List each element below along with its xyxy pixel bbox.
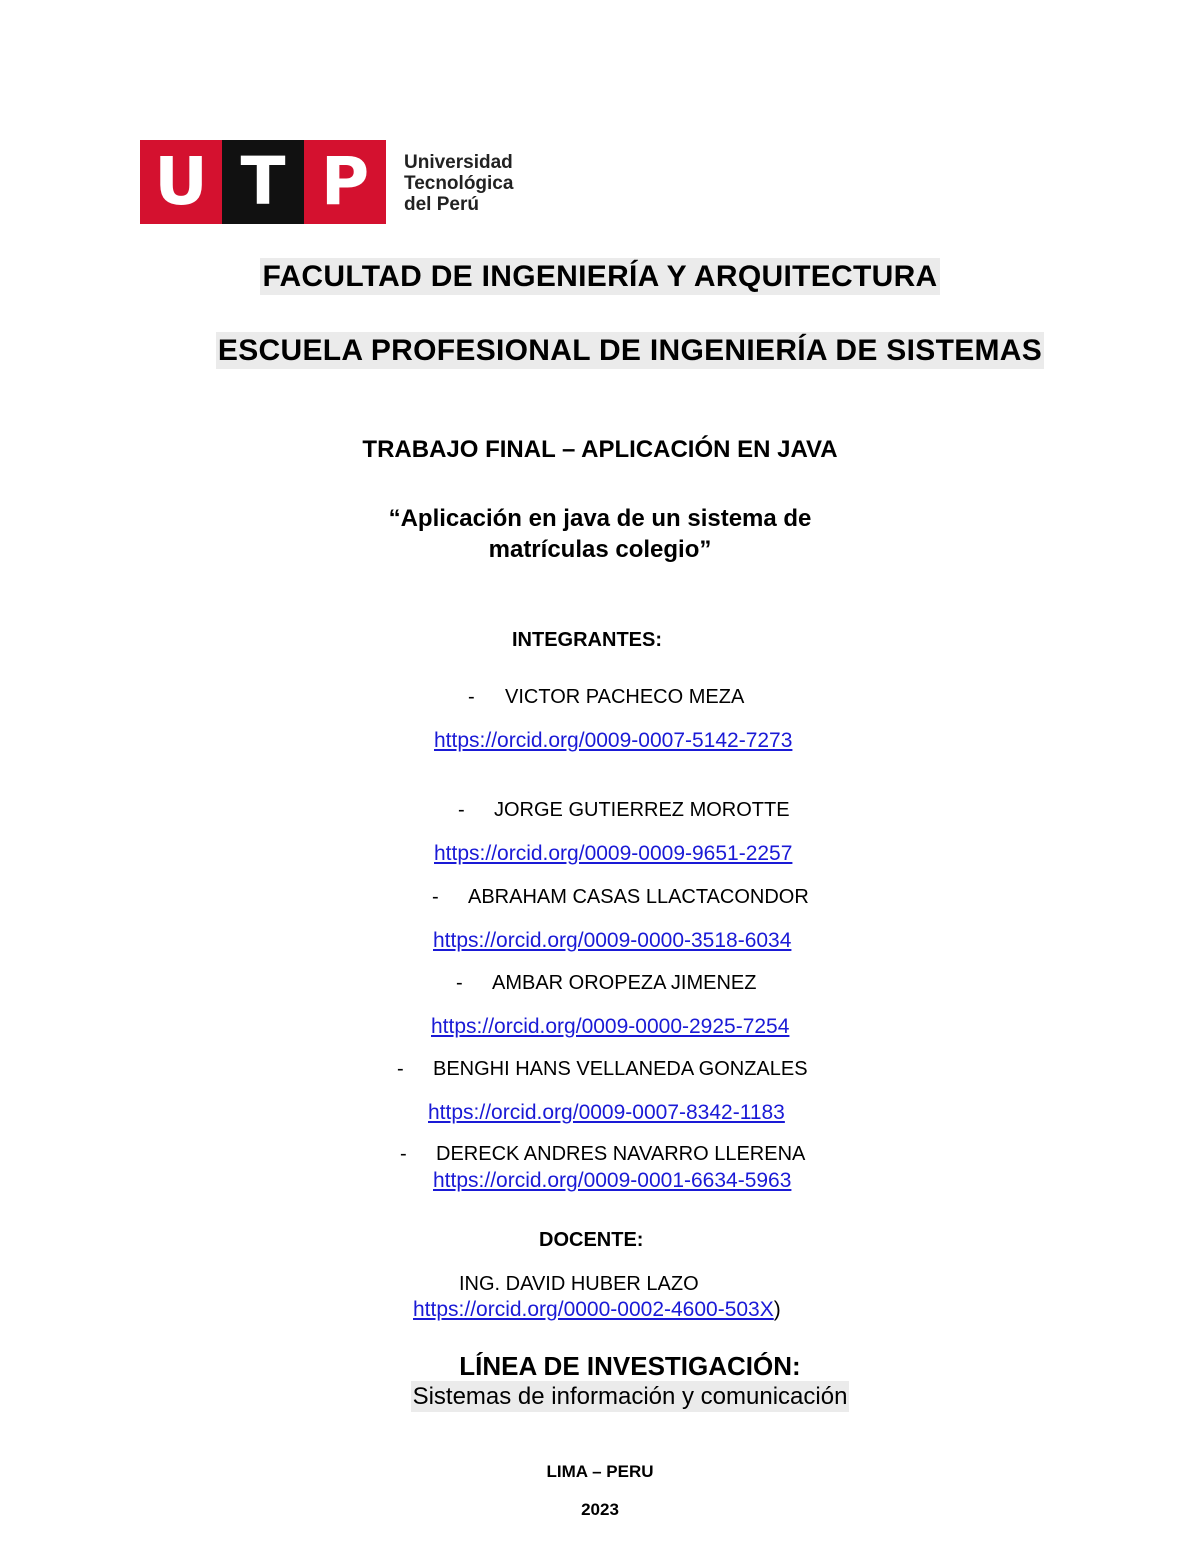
member-name: VICTOR PACHECO MEZA (505, 686, 745, 708)
member-dash: - (432, 886, 439, 908)
school-title: ESCUELA PROFESIONAL DE INGENIERÍA DE SISTEMAS (217, 334, 1043, 367)
teacher-orcid-suffix: ) (773, 1298, 781, 1321)
project-title-line: matrículas colegio” (488, 536, 712, 563)
member-dash: - (458, 799, 465, 821)
member-orcid-link[interactable]: https://orcid.org/0009-0000-3518-6034 (433, 929, 792, 952)
research-heading: LÍNEA DE INVESTIGACIÓN: (459, 1351, 801, 1381)
members-heading: INTEGRANTES: (512, 629, 662, 651)
member-dash: - (468, 686, 475, 708)
work-title: TRABAJO FINAL – APLICACIÓN EN JAVA (362, 436, 838, 463)
member-orcid-link[interactable]: https://orcid.org/0009-0009-9651-2257 (434, 842, 793, 865)
teacher-name: ING. DAVID HUBER LAZO (459, 1273, 699, 1295)
project-title (0, 503, 1200, 565)
member-name: JORGE GUTIERREZ MOROTTE (494, 799, 790, 821)
logo-letter-u: U (140, 140, 222, 224)
logo-text-line: del Perú (404, 194, 479, 215)
faculty-title-wrap (0, 260, 1200, 294)
member-dash: - (400, 1143, 407, 1165)
member-dash: - (397, 1058, 404, 1080)
member-orcid-link[interactable]: https://orcid.org/0009-0000-2925-7254 (431, 1015, 790, 1038)
logo-text-line: Tecnológica (404, 173, 514, 194)
member-dash: - (456, 972, 463, 994)
year: 2023 (581, 1500, 619, 1519)
member-name: ABRAHAM CASAS LLACTACONDOR (468, 886, 809, 908)
logo-text (404, 152, 513, 215)
utp-logo (140, 140, 386, 224)
faculty-title: FACULTAD DE INGENIERÍA Y ARQUITECTURA (262, 260, 938, 293)
member-orcid-link[interactable]: https://orcid.org/0009-0007-5142-7273 (434, 729, 793, 752)
teacher-orcid-line (413, 1298, 781, 1322)
member-name: BENGHI HANS VELLANEDA GONZALES (433, 1058, 808, 1080)
city: LIMA – PERU (546, 1462, 654, 1481)
research-line-wrap (30, 1383, 1200, 1411)
teacher-orcid-link[interactable]: https://orcid.org/0000-0002-4600-503X (413, 1298, 774, 1321)
logo-letter-t: T (222, 140, 304, 224)
logo-letter-p: P (304, 140, 386, 224)
member-orcid-link[interactable]: https://orcid.org/0009-0007-8342-1183 (428, 1101, 785, 1124)
member-name: AMBAR OROPEZA JIMENEZ (492, 972, 757, 994)
member-orcid-link[interactable]: https://orcid.org/0009-0001-6634-5963 (433, 1169, 792, 1192)
project-title-line: “Aplicación en java de un sistema de (388, 505, 812, 532)
research-line: Sistemas de información y comunicación (412, 1383, 848, 1410)
logo-text-line: Universidad (404, 152, 513, 173)
member-name: DERECK ANDRES NAVARRO LLERENA (436, 1143, 806, 1165)
teacher-heading: DOCENTE: (539, 1229, 644, 1251)
school-title-wrap (30, 334, 1200, 368)
